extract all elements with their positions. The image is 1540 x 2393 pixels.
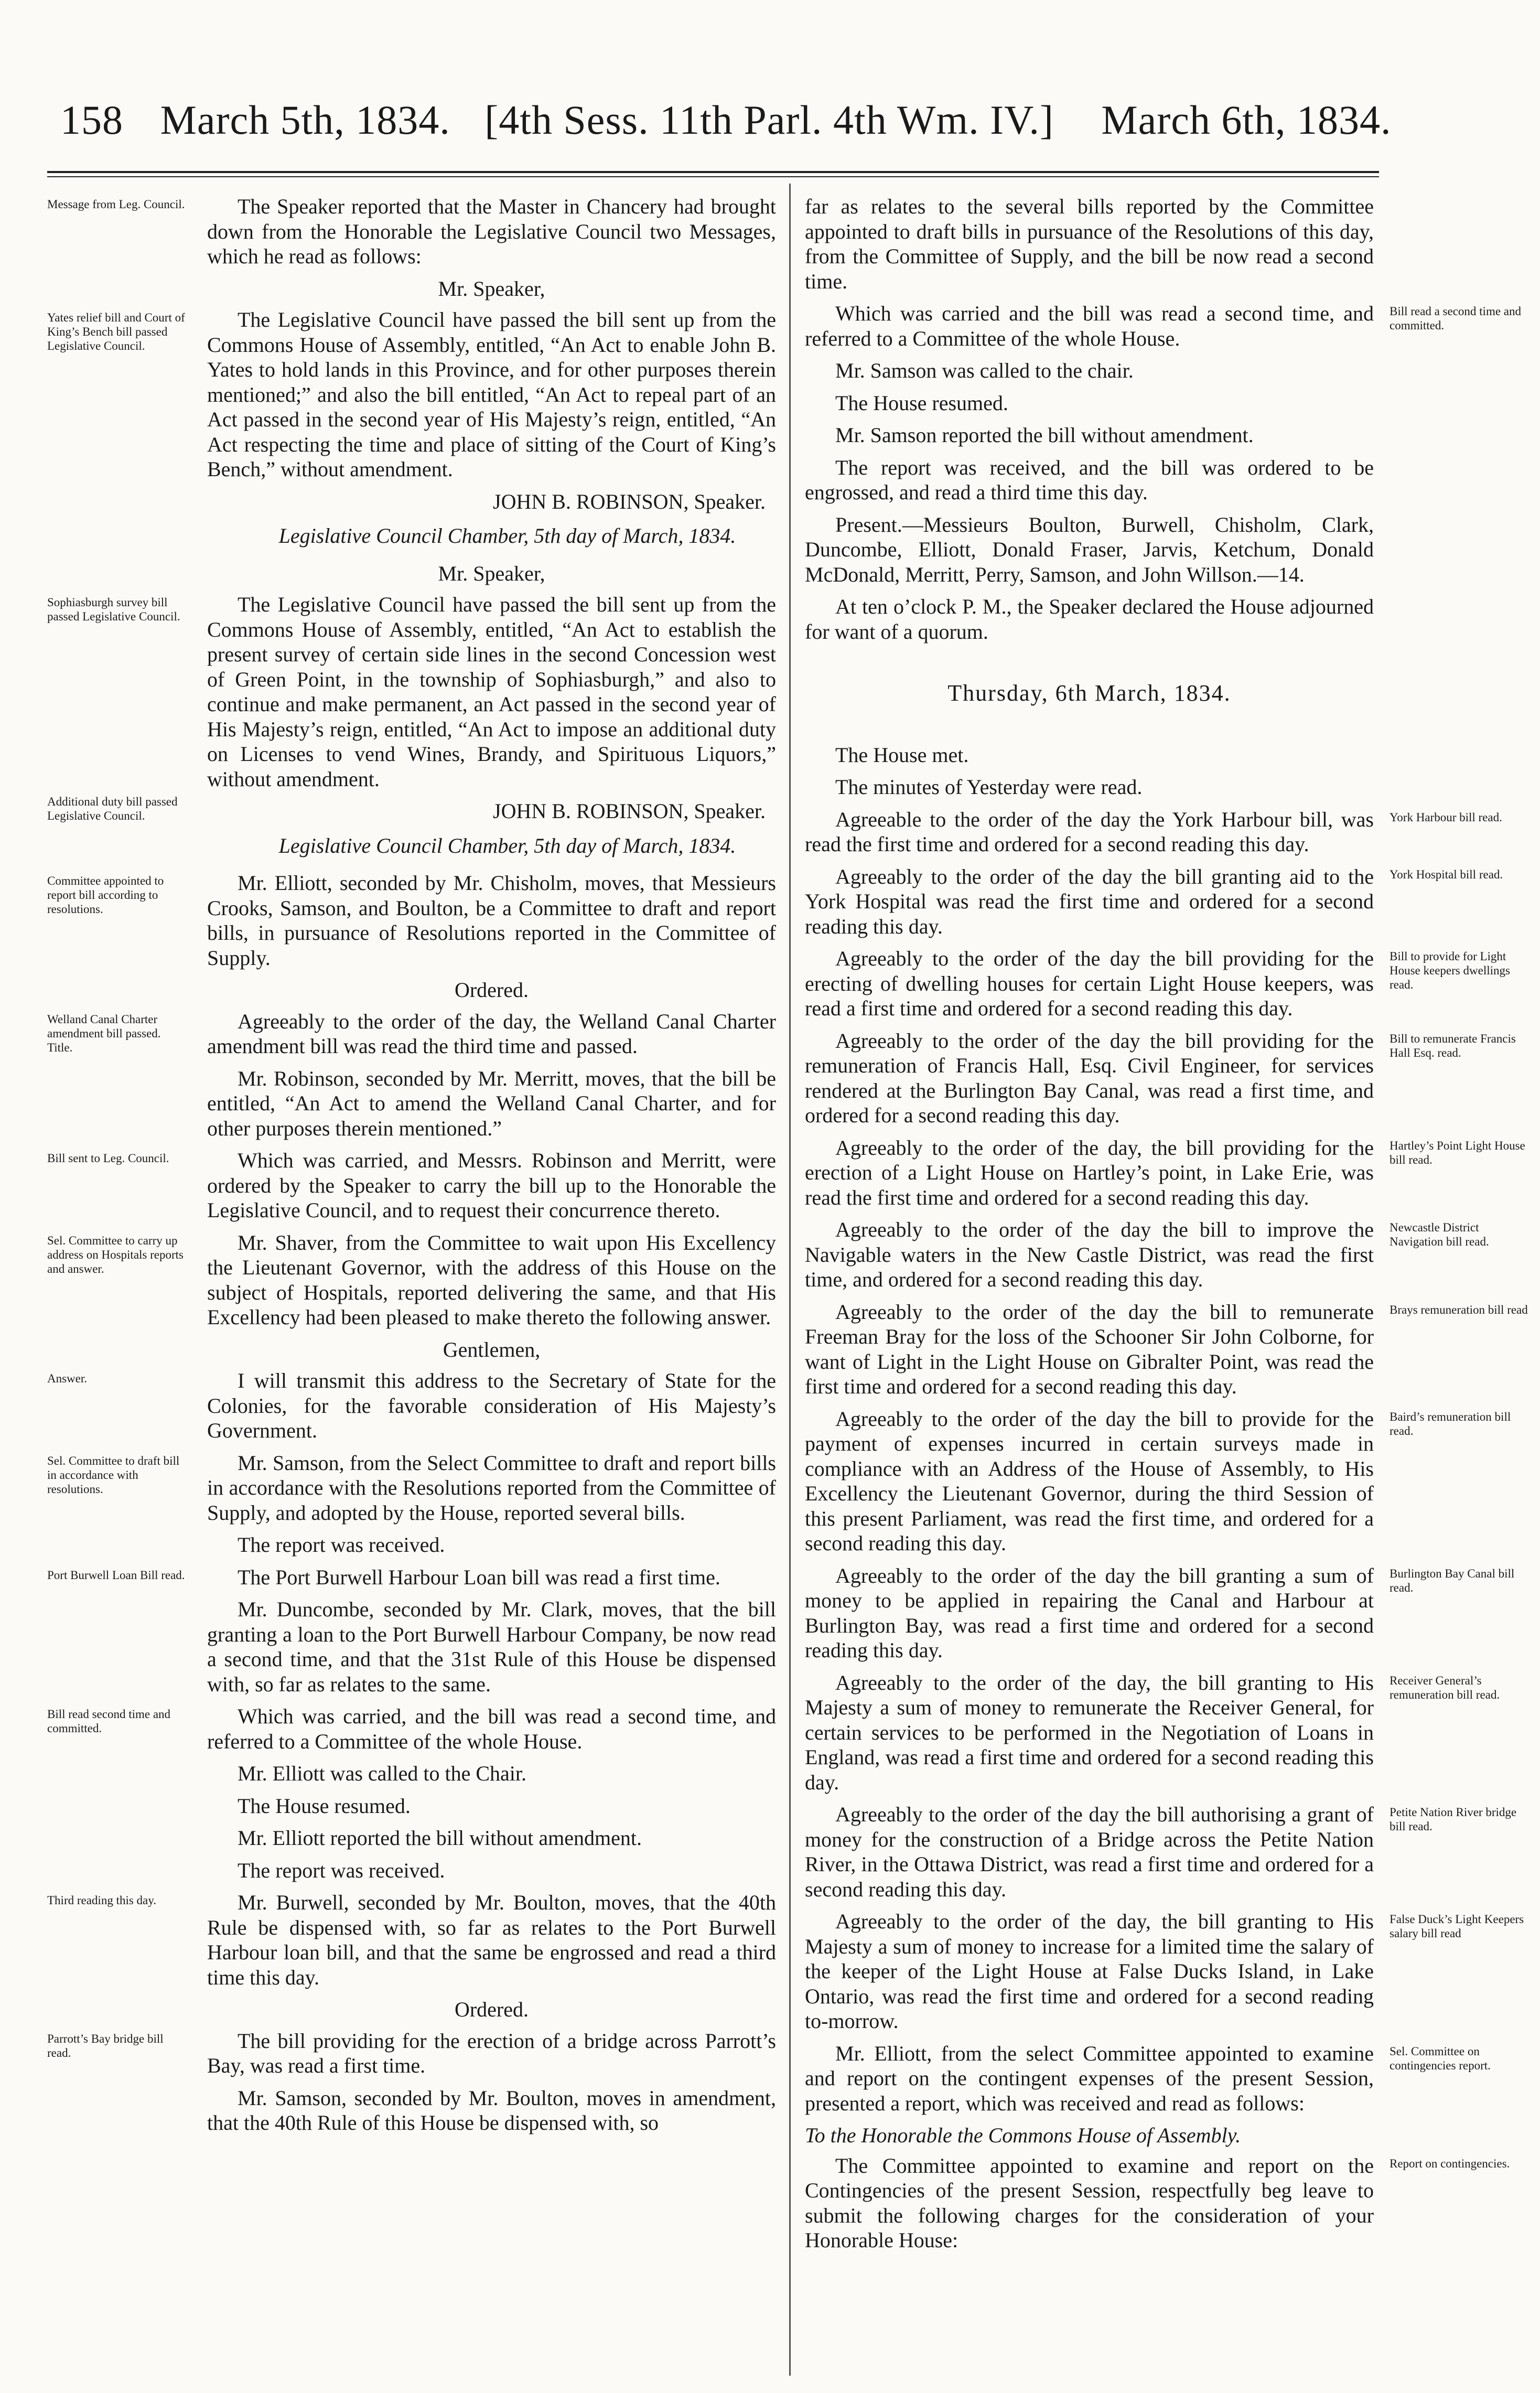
paragraph: Mr. Duncombe, seconded by Mr. Clark, moves, that the bill granting a loan to the Port Burwell Harbour Company, be now read a second time, and that the 31st Rule of this House be dispensed with, so far as relates to the same. xyxy=(207,1597,776,1696)
paragraph: Agreeably to the order of the day, the Welland Canal Charter amendment bill was read the third time and passed. xyxy=(207,1009,776,1058)
paragraph: Agreeably to the order of the day, the bill granting to His Majesty a sum of money to increase for a limited time the salary of the keeper of the Light House at False Ducks Island, in Lake Ontario, was read the first time and ordered for a second reading to-morrow. xyxy=(805,1909,1374,2033)
paragraph: The report was received. xyxy=(238,1533,445,1557)
left-text-column xyxy=(207,194,776,2143)
paragraph: Legislative Council Chamber, 5th day of March, 1834. xyxy=(278,524,736,548)
paragraph: Mr. Robinson, seconded by Mr. Merritt, moves, that the bill be entitled, “An Act to amend the Welland Canal Charter, and for other purposes therein mentioned.” xyxy=(207,1066,776,1140)
margin-note: Answer. xyxy=(47,1372,88,1385)
paragraph: Mr. Samson was called to the chair. xyxy=(835,359,1134,382)
margin-note: Bill read second time and committed. xyxy=(47,1708,171,1735)
paragraph: Ordered. xyxy=(454,1998,529,2021)
paragraph: The Speaker reported that the Master in Chancery had brought down from the Honorable the Legislative Council two Messages, which he read as follows: xyxy=(207,195,776,268)
paragraph: Mr. Speaker, xyxy=(438,276,545,301)
margin-note: Sel. Committee to carry up address on Hospitals reports and answer. xyxy=(47,1233,184,1275)
paragraph: The Port Burwell Harbour Loan bill was read a first time. xyxy=(238,1565,720,1589)
margin-note: Sel. Committee to draft bill in accordance with resolutions. xyxy=(47,1454,180,1496)
margin-note: Additional duty bill passed Legislative Council. xyxy=(47,795,178,822)
paragraph: Mr. Shaver, from the Committee to wait upon His Excellency the Lieutenant Governor, with the address of this House on the subject of Hospitals, reported delivering the same, and that His Excellency had been pleased to make thereto the following answer. xyxy=(207,1230,776,1329)
margin-note: Newcastle District Navigation bill read. xyxy=(1390,1221,1489,1248)
running-header xyxy=(60,97,1392,143)
paragraph: Agreeably to the order of the day the bill providing for the erecting of dwelling houses for certain Light House keepers, was read a first time and ordered for a second reading this day. xyxy=(805,947,1374,1020)
paragraph: Which was carried, and the bill was read a second time, and referred to a Committee of the whole House. xyxy=(207,1704,776,1753)
margin-note: Brays remuneration bill read xyxy=(1390,1303,1528,1316)
paragraph: Mr. Samson, seconded by Mr. Boulton, moves in amendment, that the 40th Rule of this House be dispensed with, so xyxy=(207,2086,776,2134)
margin-note: Hartley’s Point Light House bill read. xyxy=(1390,1139,1525,1166)
paragraph: far as relates to the several bills reported by the Committee appointed to draft bills in pursuance of the Resolutions of this day, from the Committee of Supply, and the bill be now read a second time. xyxy=(805,195,1374,293)
header-date-left: March 5th, 1834. xyxy=(160,97,450,143)
header-date-right: March 6th, 1834. xyxy=(1101,97,1392,143)
paragraph: Agreeable to the order of the day the York Harbour bill, was read the first time and ordered for a second reading this day. xyxy=(805,807,1374,856)
margin-note: Receiver General’s remuneration bill read. xyxy=(1390,1673,1500,1701)
paragraph: JOHN B. ROBINSON, Speaker. xyxy=(493,489,766,513)
margin-note: York Hospital bill read. xyxy=(1390,867,1503,881)
margin-note: Message from Leg. Council. xyxy=(47,198,185,211)
margin-note: Yates relief bill and Court of King’s Bench bill passed Legislative Council. xyxy=(47,311,185,352)
paragraph: Agreeably to the order of the day the bill authorising a grant of money for the construction of a Bridge across the Petite Nation River, in the Ottawa District, was read a first time and ordered for a second reading this day. xyxy=(805,1802,1374,1901)
paragraph: Thursday, 6th March, 1834. xyxy=(947,680,1231,706)
paragraph: The Legislative Council have passed the bill sent up from the Commons House of Assembly, entitled, “An Act to establish the present survey of certain side lines in the second Concession west of Green Point, in the township of Sophiasburgh,” and also to continue and make permanent, an Act passed in the second year of His Majesty’s reign, entitled, “An Act to impose an additional duty on Licenses to vend Wines, Brandy, and Spirituous Liquors,” without amendment. xyxy=(207,593,776,791)
paragraph: To the Honorable the Commons House of Assembly. xyxy=(805,2123,1241,2147)
margin-note: Petite Nation River bridge bill read. xyxy=(1390,1806,1517,1833)
paragraph: Mr. Elliott was called to the Chair. xyxy=(238,1762,527,1785)
paragraph: Agreeably to the order of the day the bill granting a sum of money to be applied in repairing the Canal and Harbour at Burlington Bay, was read a first time and ordered for a second reading this day. xyxy=(805,1563,1374,1662)
margin-note: Parrott’s Bay bridge bill read. xyxy=(47,2032,164,2059)
paragraph: The bill providing for the erection of a bridge across Parrott’s Bay, was read a first time. xyxy=(207,2029,776,2077)
column-divider xyxy=(789,184,791,2376)
paragraph: Mr. Samson reported the bill without amendment. xyxy=(835,423,1254,447)
paragraph: Agreeably to the order of the day, the bill providing for the erection of a Light House on Hartley’s point, in Lake Erie, was read the first time and ordered for a second reading this day. xyxy=(805,1135,1374,1209)
paragraph: Mr. Elliott, from the select Committee appointed to examine and report on the contingent expenses of the present Session, presented a report, which was received and read as follows: xyxy=(805,2041,1374,2115)
header-rule-bottom xyxy=(47,176,1379,177)
paragraph: JOHN B. ROBINSON, Speaker. xyxy=(493,799,766,823)
paragraph: The House resumed. xyxy=(238,1794,411,1818)
paragraph: Which was carried, and Messrs. Robinson and Merritt, were ordered by the Speaker to carry the bill up to the Honorable the Legislative Council, and to request their concurrence thereto. xyxy=(207,1149,776,1222)
paragraph: Agreeably to the order of the day the bill to provide for the payment of expenses incurred in certain surveys made in compliance with an Address of the House of Assembly, to His Excellency the Lieutenant Governor, during the third Session of this present Parliament, was read the first time, and ordered for a second reading this day. xyxy=(805,1407,1374,1555)
paragraph: Present.—Messieurs Boulton, Burwell, Chisholm, Clark, Duncombe, Elliott, Donald Fraser, Jarvis, Ketchum, Donald McDonald, Merritt, Perry, Samson, and John Willson.—14. xyxy=(805,512,1374,586)
paragraph: Mr. Burwell, seconded by Mr. Boulton, moves, that the 40th Rule be dispensed with, so far as relates to the Port Burwell Harbour loan bill, and that the same be engrossed and read a third time this day. xyxy=(207,1891,776,1989)
paragraph: Mr. Speaker, xyxy=(438,561,545,585)
paragraph: The Committee appointed to examine and report on the Contingencies of the present Session, respectfully beg leave to submit the following charges for the consideration of your Honorable House: xyxy=(805,2153,1374,2252)
paragraph: The House resumed. xyxy=(835,391,1008,415)
page-number: 158 xyxy=(60,97,123,143)
right-text-column xyxy=(805,194,1374,2260)
paragraph: Which was carried and the bill was read a second time, and referred to a Committee of the whole House. xyxy=(805,302,1374,350)
margin-note: False Duck’s Light Keepers salary bill read xyxy=(1390,1913,1524,1940)
paragraph: The Legislative Council have passed the bill sent up from the Commons House of Assembly, entitled, “An Act to enable John B. Yates to hold lands in this Province, and for other purposes therein mentioned;” and also the bill entitled, “An Act to repeal part of an Act passed in the second year of His Majesty’s reign, entitled, “An Act respecting the time and place of sitting of the Court of King’s Bench,” without amendment. xyxy=(207,308,776,481)
paragraph: The minutes of Yesterday were read. xyxy=(835,775,1143,799)
margin-note: Third reading this day. xyxy=(47,1894,157,1907)
margin-note: Port Burwell Loan Bill read. xyxy=(47,1568,185,1582)
paragraph: Legislative Council Chamber, 5th day of March, 1834. xyxy=(278,833,736,857)
paragraph: Agreeably to the order of the day, the bill granting to His Majesty a sum of money to remunerate the Receiver General, for certain services to be performed in the Negotiation of Loans in England, was read a first time and ordered for a second reading this day. xyxy=(805,1670,1374,1794)
paragraph: Ordered. xyxy=(454,978,529,1002)
paragraph: The report was received, and the bill was ordered to be engrossed, and read a third time this day. xyxy=(805,455,1374,504)
margin-note: Bill to provide for Light House keepers dwellings read. xyxy=(1390,950,1510,991)
margin-note: Bill read a second time and committed. xyxy=(1390,305,1522,332)
margin-note: Sophiasburgh survey bill passed Legislative Council. xyxy=(47,596,180,623)
paragraph: Gentlemen, xyxy=(443,1337,541,1361)
paragraph: The report was received. xyxy=(238,1858,445,1882)
paragraph: Agreeably to the order of the day the bill granting aid to the York Hospital was read the first time and ordered for a second reading this day. xyxy=(805,864,1374,938)
margin-note: Sel. Committee on contingencies report. xyxy=(1390,2044,1491,2072)
margin-note: Bill to remunerate Francis Hall Esq. read. xyxy=(1390,1032,1516,1059)
margin-note: Burlington Bay Canal bill read. xyxy=(1390,1566,1515,1594)
margin-note: Report on contingencies. xyxy=(1390,2156,1510,2170)
header-session: [4th Sess. 11th Parl. 4th Wm. IV.] xyxy=(484,97,1054,143)
paragraph: Agreeably to the order of the day the bill providing for the remuneration of Francis Hall, Esq. Civil Engineer, for services rendered at the Burlington Bay Canal, was read a first time, and ordered for a second reading this day. xyxy=(805,1028,1374,1127)
margin-note: Committee appointed to report bill according to resolutions. xyxy=(47,874,164,916)
margin-note: York Harbour bill read. xyxy=(1390,810,1502,824)
paragraph: Agreeably to the order of the day the bill to remunerate Freeman Bray for the loss of the Schooner Sir John Colborne, for want of Light in the Light House on Gibralter Point, was read the first time and ordered for a second reading this day. xyxy=(805,1300,1374,1398)
paragraph: Mr. Elliott, seconded by Mr. Chisholm, moves, that Messieurs Crooks, Samson, and Boulton, be a Committee to draft and report bills, in pursuance of Resolutions reported in the Committee of Supply. xyxy=(207,871,776,970)
paragraph: The House met. xyxy=(835,743,969,767)
paragraph: At ten o’clock P. M., the Speaker declared the House adjourned for want of a quorum. xyxy=(805,595,1374,643)
paragraph: Mr. Elliott reported the bill without amendment. xyxy=(238,1826,642,1850)
margin-note: Baird’s remuneration bill read. xyxy=(1390,1410,1511,1437)
paragraph: Mr. Samson, from the Select Committee to draft and report bills in accordance with the Resolutions reported from the Committee of Supply, and adopted by the House, reported several bills. xyxy=(207,1451,776,1525)
margin-note: Welland Canal Charter amendment bill passed. Title. xyxy=(47,1012,161,1054)
header-rule-top xyxy=(47,171,1379,173)
margin-note: Bill sent to Leg. Council. xyxy=(47,1152,169,1165)
paragraph: I will transmit this address to the Secretary of State for the Colonies, for the favorable consideration of His Majesty’s Government. xyxy=(207,1369,776,1442)
paragraph: Agreeably to the order of the day the bill to improve the Navigable waters in the New Castle District, was read the first time, and ordered for a second reading this day. xyxy=(805,1218,1374,1291)
